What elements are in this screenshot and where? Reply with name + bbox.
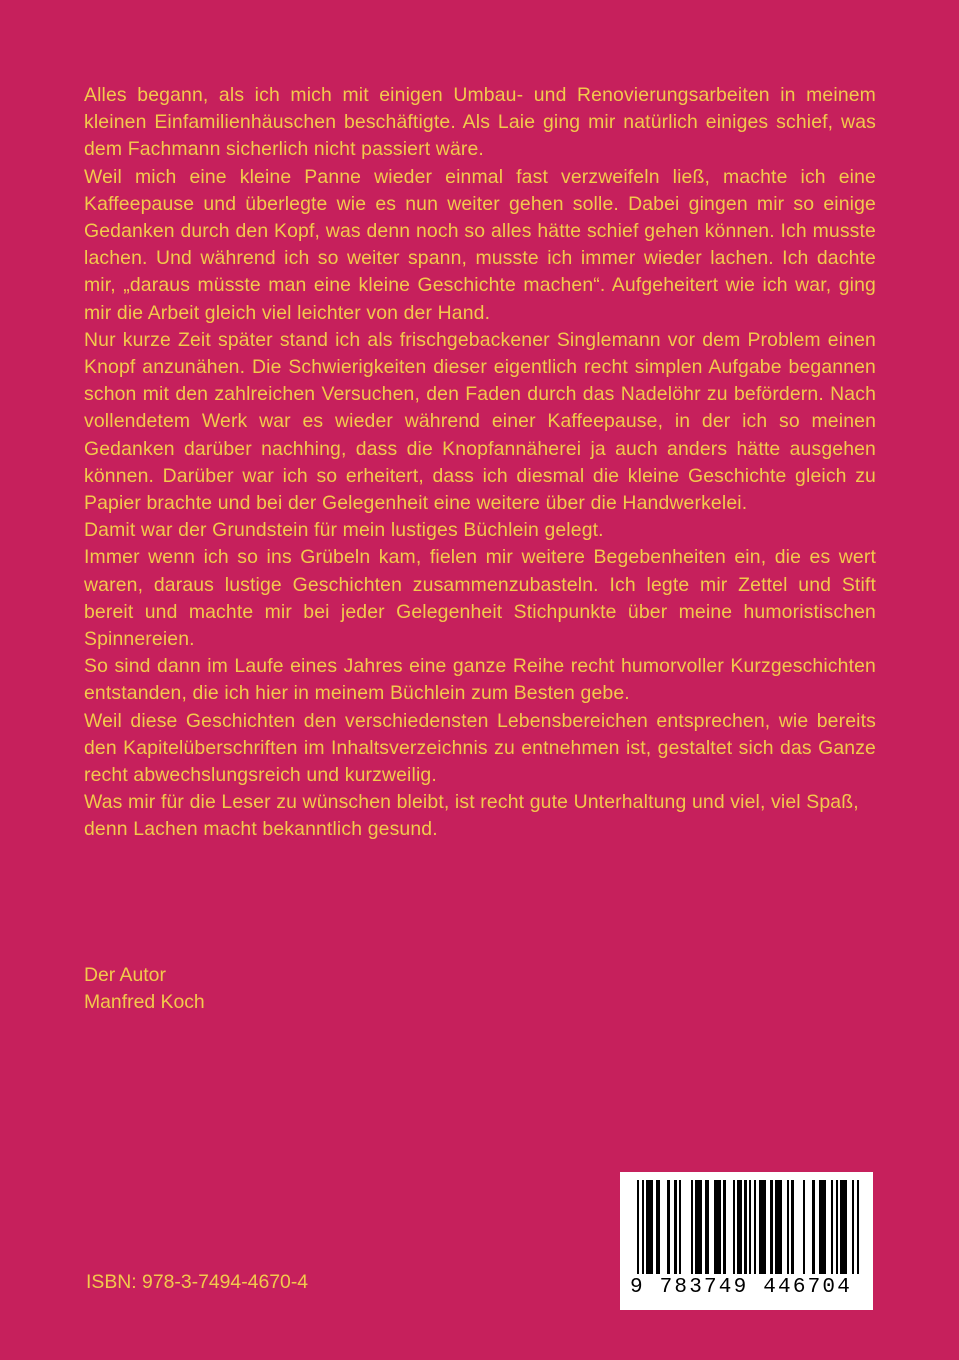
author-signature — [84, 962, 584, 1016]
blurb-paragraph: Was mir für die Leser zu wünschen bleibt, ist recht gute Unterhaltung und viel, viel Spaß, denn Lachen macht bekanntlich gesund. — [84, 791, 859, 841]
blurb-paragraph: Weil mich eine kleine Panne wieder einmal fast verzweifeln ließ, machte ich eine Kaffeepause und überlegte wie es nun weiter gehen solle. Dabei gingen mir so einige Gedanken durch den Kopf, was denn noch so alles hätte schief gehen können. Ich musste lachen. Und während ich so weiter spann, musste ich immer wieder lachen. Ich dachte mir, „daraus müsste man eine kleine Geschichte machen“. Aufgeheitert wie ich war, ging mir die Arbeit gleich viel leichter von der Hand. — [84, 165, 876, 324]
blurb-paragraph: Damit war der Grundstein für mein lustiges Büchlein gelegt. — [84, 519, 604, 542]
barcode-bars — [637, 1180, 859, 1274]
blurb-text — [84, 82, 876, 844]
barcode-digits: 9 783749 446704 — [630, 1276, 853, 1299]
author-role: Der Autor — [84, 964, 166, 986]
blurb-paragraph: Weil diese Geschichten den verschiedensten Lebensbereichen entsprechen, wie bereits den Kapitelüberschriften im Inhaltsverzeichnis zu entnehmen ist, gestaltet sich das Ganze recht abwechslungsreich und kurzweilig. — [84, 709, 876, 787]
blurb-paragraph: So sind dann im Laufe eines Jahres eine ganze Reihe recht humorvoller Kurzgeschichten entstanden, die ich hier in meinem Büchlein zum Besten gebe. — [84, 655, 876, 705]
blurb-paragraph: Alles begann, als ich mich mit einigen Umbau- und Renovierungsarbeiten in meinem kleinen Einfamilienhäuschen beschäftigte. Als Laie ging mir natürlich einiges schief, was dem Fachmann sicherlich nicht passiert wäre. — [84, 84, 876, 161]
blurb-paragraph: Immer wenn ich so ins Grübeln kam, fielen mir weitere Begebenheiten ein, die es wert waren, daraus lustige Geschichten zusammenzubasteln. Ich legte mir Zettel und Stift bereit und machte mir bei jeder Gelegenheit Stichpunkte über meine humoristischen Spinnereien. — [84, 546, 876, 651]
isbn-label: ISBN: 978-3-7494-4670-4 — [86, 1271, 309, 1293]
blurb-paragraph: Nur kurze Zeit später stand ich als frischgebackener Singlemann vor dem Problem einen Knopf anzunähen. Die Schwierigkeiten dieser eigentlich recht simplen Aufgabe begannen schon mit den zahlreichen Versuchen, den Faden durch das Nadelöhr zu befördern. Nach vollendetem Werk war es wieder während einer Kaffeepause, in der ich so meinen Gedanken darüber nachhing, dass die Knopfannäherei ja auch anders hätte ausgehen können. Darüber war ich so erheitert, dass ich diesmal die kleine Geschichte gleich zu Papier brachte und bei der Gelegenheit eine weitere über die Handwerkelei. — [84, 328, 876, 515]
author-name: Manfred Koch — [84, 991, 205, 1014]
barcode — [620, 1172, 873, 1310]
